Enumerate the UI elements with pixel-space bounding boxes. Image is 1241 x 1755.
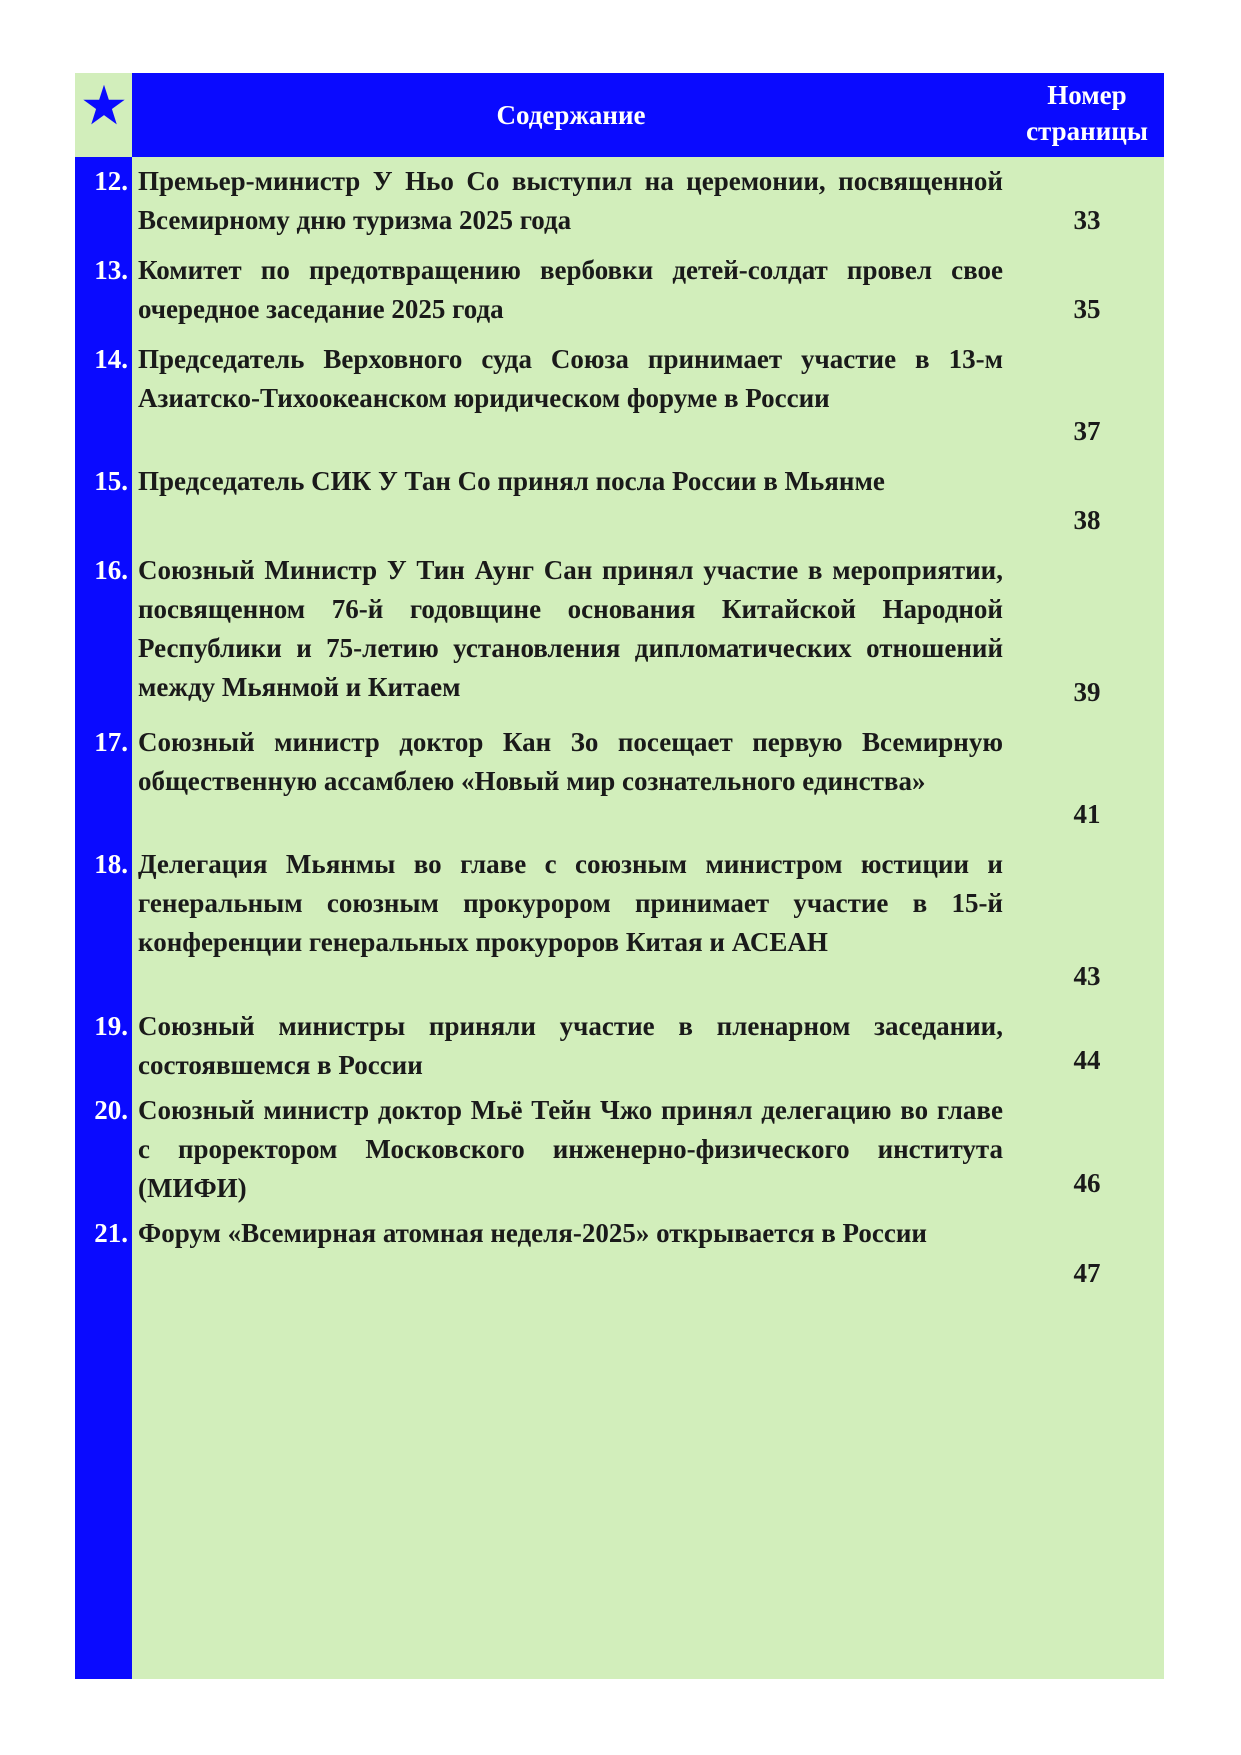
- entry-number: 16.: [94, 555, 128, 585]
- toc-entry[interactable]: [75, 1002, 1164, 1086]
- entry-page: 41: [1073, 799, 1101, 829]
- entry-title: Премьер-министр У Ньо Со выступил на церемонии, посвященной Всемирному дню туризма 2025 года: [138, 166, 1003, 235]
- entry-number: 15.: [94, 466, 128, 496]
- entry-number: 18.: [94, 849, 128, 879]
- entry-number: 17.: [94, 727, 128, 757]
- entry-title: Комитет по предотвращению вербовки детей-солдат провел свое очередное заседание 2025 года: [138, 255, 1003, 324]
- page-number-column-header: Номер страницы: [1010, 73, 1164, 157]
- entry-title: Форум «Всемирная атомная неделя-2025» открывается в России: [138, 1218, 927, 1248]
- entry-title: Союзный министр доктор Мьё Тейн Чжо принял делегацию во главе с проректором Московского инженерно-физического института (МИФИ): [138, 1095, 1003, 1203]
- entry-title: Председатель СИК У Тан Со принял посла России в Мьянме: [138, 466, 885, 496]
- entry-page: 38: [1073, 505, 1101, 535]
- toc-entry[interactable]: [75, 840, 1164, 1002]
- entry-title: Председатель Верховного суда Союза принимает участие в 13-м Азиатско-Тихоокеанском юридическом форуме в России: [138, 344, 1003, 413]
- star-icon: [82, 83, 126, 127]
- entry-title: Делегация Мьянмы во главе с союзным министром юстиции и генеральным союзным прокурором принимает участие в 15-й конференции генеральных прокуроров Китая и АСЕАН: [138, 849, 1003, 957]
- entry-page: 44: [1073, 1045, 1101, 1075]
- toc-entry[interactable]: [75, 157, 1164, 246]
- star-cell: [75, 73, 132, 157]
- entry-page: 43: [1073, 961, 1101, 991]
- toc-entry[interactable]: [75, 718, 1164, 840]
- entry-page: 46: [1073, 1168, 1101, 1198]
- entry-page: 33: [1073, 205, 1101, 235]
- toc-entry[interactable]: [75, 1209, 1164, 1299]
- entry-number: 19.: [94, 1011, 128, 1041]
- entry-page: 39: [1073, 677, 1101, 707]
- table-of-contents: [75, 73, 1164, 1679]
- entry-number: 13.: [94, 255, 128, 285]
- entry-page: 47: [1073, 1258, 1101, 1288]
- entry-page: 35: [1073, 294, 1101, 324]
- entry-number: 21.: [94, 1218, 128, 1248]
- toc-entry[interactable]: [75, 1086, 1164, 1209]
- toc-title: Содержание: [132, 73, 1010, 157]
- entry-title: Союзный Министр У Тин Аунг Сан принял участие в мероприятии, посвященном 76-й годовщине основания Китайской Народной Республики и 75-летию установления дипломатических отношений между Мьянмой и Китаем: [138, 555, 1003, 702]
- toc-header: [75, 73, 1164, 157]
- entry-number: 20.: [94, 1095, 128, 1125]
- toc-entry[interactable]: [75, 457, 1164, 546]
- entry-title: Союзный министры приняли участие в пленарном заседании, состоявшемся в России: [138, 1011, 1003, 1080]
- toc-entry[interactable]: [75, 546, 1164, 718]
- entry-number: 12.: [94, 166, 128, 196]
- toc-entry[interactable]: [75, 246, 1164, 335]
- toc-entry[interactable]: [75, 335, 1164, 457]
- entry-page: 37: [1073, 416, 1101, 446]
- entry-title: Союзный министр доктор Кан Зо посещает первую Всемирную общественную ассамблею «Новый мир сознательного единства»: [138, 727, 1003, 796]
- entry-number: 14.: [94, 344, 128, 374]
